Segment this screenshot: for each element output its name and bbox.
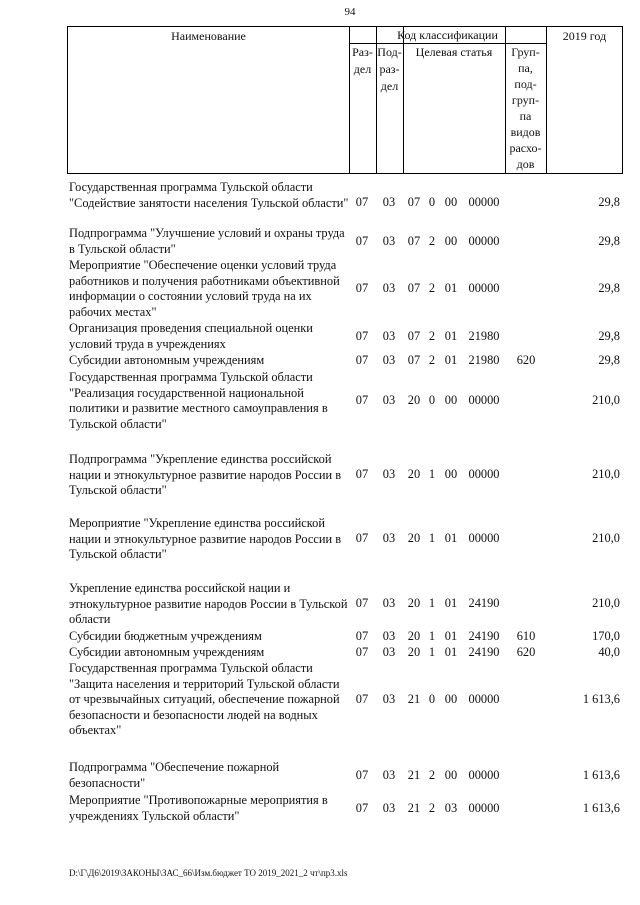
row-code-cs3: 01 [444,328,458,343]
row-code-cs2: 0 [428,691,436,706]
row-code-cs3: 00 [444,195,458,210]
table-row [0,353,640,369]
row-code-pr: 03 [382,531,396,546]
row-code-pr: 03 [382,233,396,248]
row-code-cs3: 00 [444,393,458,407]
row-code-rz: 07 [355,644,369,659]
row-code-cs4: 00000 [468,393,500,407]
row-code-cs3: 00 [444,233,458,248]
header-group-line: дов [516,157,535,171]
row-code-cs1: 07 [407,281,421,295]
row-amount: 1 613,6 [582,767,620,782]
row-code-cs4: 00000 [468,531,500,546]
row-amount: 29,8 [598,281,620,295]
header-group-line: па, [518,61,533,75]
row-code-cs4: 24190 [468,644,500,659]
row-code-cs4: 24190 [468,628,500,643]
row-code-rz: 07 [355,628,369,643]
header-group-line: па [519,109,532,123]
row-code-cs1: 21 [407,767,421,782]
row-code-cs2: 2 [428,328,436,343]
row-code-cs1: 20 [407,393,421,407]
header-target: Целевая статья [415,45,493,59]
row-code-rz: 07 [355,691,369,706]
row-code-vr: 610 [516,628,536,643]
row-code-cs1: 20 [407,531,421,546]
row-name: Подпрограмма "Обеспечение пожарной безопасности" [69,760,280,790]
table-row [0,661,640,739]
row-name: Субсидии автономным учреждениям [69,645,265,659]
row-code-cs2: 2 [428,352,436,367]
table-row [0,581,640,628]
row-code-cs1: 07 [407,233,421,248]
row-code-rz: 07 [355,393,369,407]
header-group-line: груп- [511,93,540,107]
header-year: 2019 год [562,29,607,43]
row-code-cs3: 01 [444,644,458,659]
header-group-line: Груп- [511,45,540,59]
row-amount: 210,0 [592,596,620,611]
row-code-pr: 03 [382,767,396,782]
row-code-cs1: 21 [407,800,421,815]
row-code-cs3: 01 [444,281,458,295]
row-code-cs4: 21980 [468,352,500,367]
row-amount: 210,0 [592,531,620,546]
row-code-cs1: 20 [407,467,421,482]
row-code-cs2: 1 [428,596,436,611]
row-code-cs3: 01 [444,596,458,611]
row-name: Укрепление единства российской нации и этнокультурное развитие народов России в Тульской области [69,581,348,626]
row-code-pr: 03 [382,328,396,343]
row-code-pr: 03 [382,195,396,210]
row-code-cs2: 2 [428,800,436,815]
row-name: Мероприятие "Обеспечение оценки условий труда работников и получения работниками объективной информации о состоянии условий труда на их рабочих местах" [69,258,340,319]
row-amount: 29,8 [598,233,620,248]
page-number: 94 [344,6,356,18]
row-code-cs1: 21 [407,691,421,706]
row-code-rz: 07 [355,800,369,815]
row-code-rz: 07 [355,767,369,782]
row-code-pr: 03 [382,596,396,611]
row-code-cs4: 00000 [468,233,500,248]
header-code-group: Код классификации [397,28,498,42]
row-name: Государственная программа Тульской области "Реализация государственной национальной политики и развитие местного самоуправления в Тульской области" [69,370,328,431]
header-group-line: видов [510,125,541,139]
row-code-cs3: 01 [444,531,458,546]
row-name: Субсидии бюджетным учреждениям [69,629,262,643]
row-code-rz: 07 [355,195,369,210]
row-name: Субсидии автономным учреждениям [69,353,265,367]
table-row [0,258,640,320]
row-code-vr: 620 [516,644,536,659]
row-code-rz: 07 [355,596,369,611]
row-amount: 1 613,6 [582,691,620,706]
row-code-cs4: 00000 [468,800,500,815]
row-code-cs2: 0 [428,393,436,407]
row-code-cs3: 01 [444,352,458,367]
row-code-cs2: 2 [428,281,436,295]
row-code-cs2: 1 [428,628,436,643]
row-code-cs2: 1 [428,531,436,546]
table-row [0,516,640,563]
row-code-pr: 03 [382,467,396,482]
row-code-cs3: 00 [444,691,458,706]
row-name: Организация проведения специальной оценки условий труда в учреждениях [69,321,313,351]
row-name: Подпрограмма "Улучшение условий и охраны труда в Тульской области" [69,226,345,256]
row-code-pr: 03 [382,691,396,706]
row-code-rz: 07 [355,233,369,248]
file-path-footer: D:\Г\Д6\2019\ЗАКОНЫ\ЗАС_66\Изм.бюджет ТО 2019_2021_2 чт\пр3.xls [69,868,348,878]
row-code-cs3: 03 [444,800,458,815]
table-row [0,645,640,661]
row-code-vr: 620 [516,352,536,367]
row-code-cs2: 1 [428,467,436,482]
row-code-cs4: 21980 [468,328,500,343]
row-amount: 1 613,6 [582,800,620,815]
row-code-cs1: 07 [407,195,421,210]
row-code-rz: 07 [355,531,369,546]
row-code-cs4: 24190 [468,596,500,611]
header-group-line: расхо- [509,141,542,155]
row-amount: 210,0 [592,393,620,407]
row-code-pr: 03 [382,628,396,643]
row-amount: 40,0 [598,644,620,659]
row-amount: 29,8 [598,328,620,343]
header-subsection-line: дел [380,79,399,93]
row-code-cs1: 20 [407,596,421,611]
row-amount: 170,0 [592,628,620,643]
row-code-rz: 07 [355,467,369,482]
row-code-pr: 03 [382,281,396,295]
header-section-line: дел [353,62,372,76]
table-row [0,793,640,824]
table-row [0,760,640,791]
row-code-cs2: 2 [428,767,436,782]
row-code-cs3: 00 [444,767,458,782]
row-code-cs2: 1 [428,644,436,659]
header-name: Наименование [171,29,246,43]
header-subsection-line: раз- [379,62,400,76]
row-code-cs4: 00000 [468,467,500,482]
row-code-cs2: 0 [428,195,436,210]
row-code-cs4: 00000 [468,767,500,782]
row-code-cs3: 01 [444,628,458,643]
row-code-pr: 03 [382,352,396,367]
row-code-cs4: 00000 [468,195,500,210]
row-code-cs1: 07 [407,328,421,343]
row-name: Государственная программа Тульской области "Содействие занятости населения Тульской области" [69,180,349,210]
table-row [0,226,640,257]
row-amount: 210,0 [592,467,620,482]
row-code-pr: 03 [382,800,396,815]
row-code-pr: 03 [382,644,396,659]
row-name: Подпрограмма "Укрепление единства российской нации и этнокультурное развитие народов России в Тульской области" [69,452,342,497]
row-code-rz: 07 [355,281,369,295]
row-code-cs1: 20 [407,644,421,659]
row-code-cs2: 2 [428,233,436,248]
row-code-rz: 07 [355,328,369,343]
table-row [0,180,640,227]
row-code-pr: 03 [382,393,396,407]
row-code-rz: 07 [355,352,369,367]
row-name: Мероприятие "Противопожарные мероприятия в учреждениях Тульской области" [69,793,328,823]
row-amount: 29,8 [598,352,620,367]
row-code-cs3: 00 [444,467,458,482]
header-section-line: Раз- [352,45,373,59]
table-row [0,452,640,499]
header-group-line: под- [514,77,537,91]
row-code-cs4: 00000 [468,691,500,706]
row-amount: 29,8 [598,195,620,210]
table-row [0,321,640,352]
row-code-cs4: 00000 [468,281,500,295]
row-code-cs1: 20 [407,628,421,643]
row-name: Государственная программа Тульской области "Защита населения и территорий Тульской области от чрезвычайных ситуаций, обеспечение пожарной безопасности и безопасности людей на водных объектах" [69,661,340,737]
header-subsection-line: Под- [377,45,402,59]
row-code-cs1: 07 [407,352,421,367]
row-name: Мероприятие "Укрепление единства российской нации и этнокультурное развитие народов России в Тульской области" [69,516,342,561]
table-row [0,370,640,432]
table-row [0,629,640,645]
